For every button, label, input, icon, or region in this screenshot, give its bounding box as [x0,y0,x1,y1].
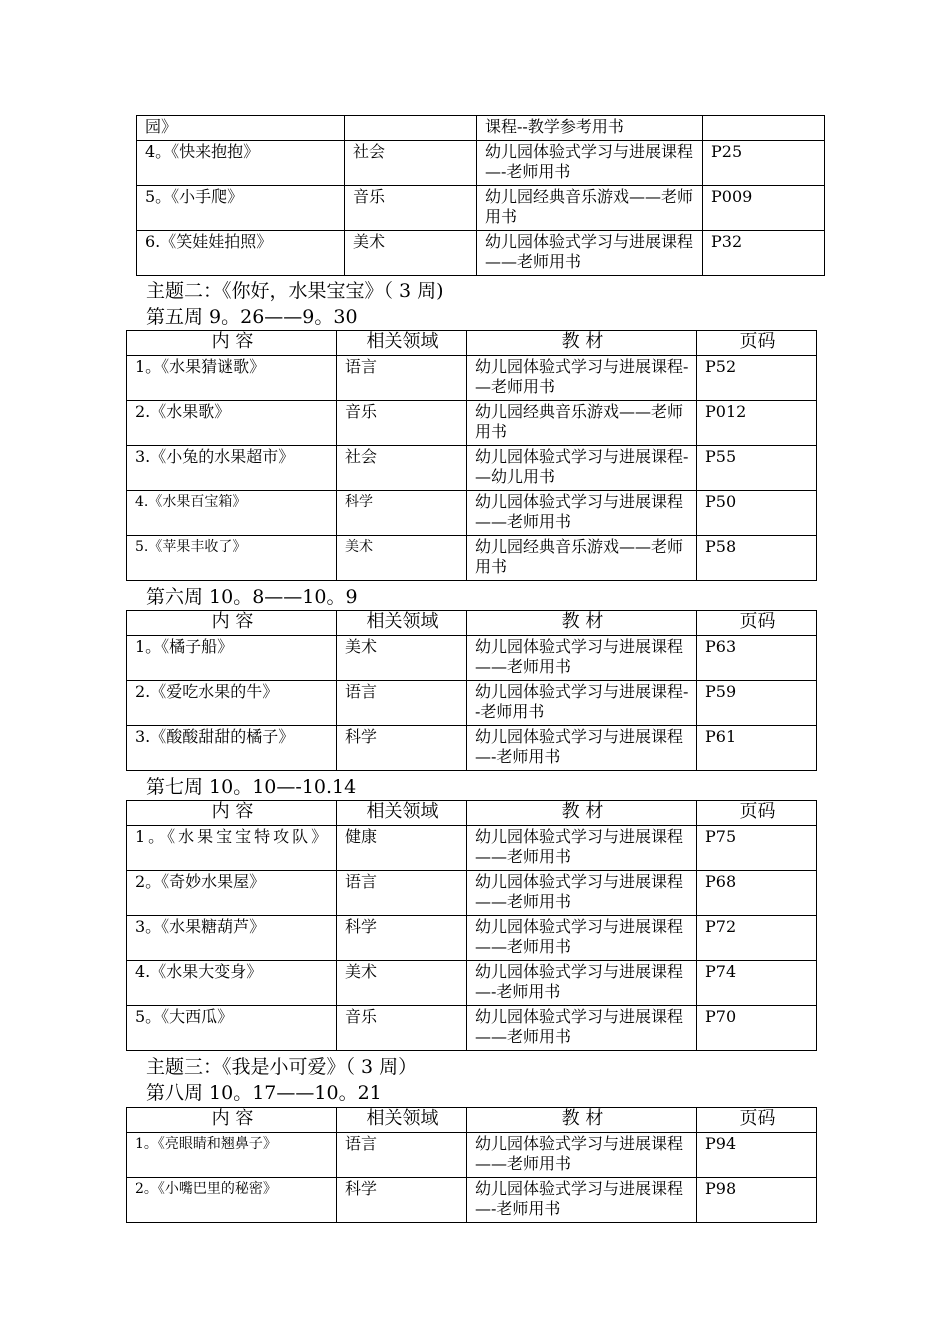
content-cell: 园》 [137,116,345,141]
page-cell: P63 [697,636,817,681]
domain-cell: 音乐 [337,1006,467,1051]
table-row [127,356,817,401]
header-page: 页码 [697,611,817,636]
content-cell: 1。《亮眼睛和翘鼻子》 [127,1133,337,1178]
domain-cell: 语言 [337,1133,467,1178]
page-cell: P74 [697,961,817,1006]
page-cell: P94 [697,1133,817,1178]
theme-three-heading: 主题三：《我是小可爱》（ 3 周） [146,1056,418,1078]
domain-cell: 科学 [337,491,467,536]
content-cell: 1。《水果宝宝特攻队》 [127,826,337,871]
header-content: 内 容 [127,1108,337,1133]
material-cell: 幼儿园体验式学习与进展课程——老师用书 [467,826,697,871]
table-row [127,491,817,536]
table-row [127,726,817,771]
week-seven-table [126,800,817,1051]
material-cell: 课程--教学参考用书 [477,116,703,141]
domain-cell: 美术 [337,636,467,681]
header-domain: 相关领域 [337,331,467,356]
content-cell: 5。《大西瓜》 [127,1006,337,1051]
header-domain: 相关领域 [337,801,467,826]
domain-cell: 科学 [337,916,467,961]
content-cell: 2.《爱吃水果的牛》 [127,681,337,726]
material-cell: 幼儿园体验式学习与进展课程——老师用书 [467,1006,697,1051]
content-cell: 6.《笑娃娃拍照》 [137,231,345,276]
domain-cell: 科学 [337,1178,467,1223]
week-five-table [126,330,817,581]
header-content: 内 容 [127,801,337,826]
header-material: 教 材 [467,1108,697,1133]
table-row [127,446,817,491]
page-cell: P009 [703,186,825,231]
content-cell: 4.《水果百宝箱》 [127,491,337,536]
material-cell: 幼儿园经典音乐游戏——老师用书 [467,401,697,446]
header-page: 页码 [697,1108,817,1133]
content-cell: 2.《水果歌》 [127,401,337,446]
table-header [127,331,817,356]
page-cell [703,116,825,141]
material-cell: 幼儿园体验式学习与进展课程——老师用书 [467,636,697,681]
table-row [127,1006,817,1051]
content-cell: 3.《酸酸甜甜的橘子》 [127,726,337,771]
content-cell: 2。《小嘴巴里的秘密》 [127,1178,337,1223]
page-cell: P52 [697,356,817,401]
table-header [127,1108,817,1133]
material-cell: 幼儿园体验式学习与进展课程——老师用书 [467,871,697,916]
page-cell: P72 [697,916,817,961]
table-row [127,871,817,916]
header-page: 页码 [697,801,817,826]
material-cell: 幼儿园经典音乐游戏——老师用书 [477,186,703,231]
material-cell: 幼儿园体验式学习与进展课程--老师用书 [467,681,697,726]
domain-cell: 音乐 [345,186,477,231]
page-cell: P75 [697,826,817,871]
table-row [137,116,825,141]
domain-cell: 语言 [337,871,467,916]
page-cell: P25 [703,141,825,186]
material-cell: 幼儿园体验式学习与进展课程——老师用书 [467,1133,697,1178]
table-row [127,826,817,871]
header-content: 内 容 [127,611,337,636]
week-eight-title: 第八周 10。17——10。21 [146,1082,382,1104]
theme-two-heading: 主题二：《你好，水果宝宝》（ 3 周) [146,280,444,302]
material-cell: 幼儿园体验式学习与进展课程——老师用书 [467,916,697,961]
table-row [127,636,817,681]
material-cell: 幼儿园体验式学习与进展课程—-老师用书 [467,1178,697,1223]
material-cell: 幼儿园体验式学习与进展课程-—幼儿用书 [467,446,697,491]
material-cell: 幼儿园体验式学习与进展课程—-老师用书 [467,726,697,771]
domain-cell: 科学 [337,726,467,771]
header-page: 页码 [697,331,817,356]
header-material: 教 材 [467,801,697,826]
table-row [127,961,817,1006]
domain-cell: 美术 [345,231,477,276]
page-cell: P68 [697,871,817,916]
domain-cell: 美术 [337,536,467,581]
page-cell: P58 [697,536,817,581]
content-cell: 5。《小手爬》 [137,186,345,231]
domain-cell: 社会 [345,141,477,186]
page-cell: P59 [697,681,817,726]
domain-cell: 健康 [337,826,467,871]
material-cell: 幼儿园体验式学习与进展课程-—老师用书 [467,356,697,401]
table-row [127,401,817,446]
table-row [127,1178,817,1223]
page-cell: P98 [697,1178,817,1223]
domain-cell: 美术 [337,961,467,1006]
material-cell: 幼儿园体验式学习与进展课程——老师用书 [477,231,703,276]
header-domain: 相关领域 [337,1108,467,1133]
page-cell: P32 [703,231,825,276]
table-row [137,186,825,231]
week-six-title: 第六周 10。8——10。9 [146,586,358,608]
week-six-table [126,610,817,771]
material-cell: 幼儿园体验式学习与进展课程—-老师用书 [477,141,703,186]
header-material: 教 材 [467,331,697,356]
table-header [127,801,817,826]
content-cell: 3。《水果糖葫芦》 [127,916,337,961]
header-content: 内 容 [127,331,337,356]
page-cell: P012 [697,401,817,446]
table-row [127,916,817,961]
table-row [137,231,825,276]
domain-cell: 语言 [337,356,467,401]
week-five-title: 第五周 9。26——9。30 [146,306,358,328]
top-table [136,115,825,276]
table-row [127,681,817,726]
domain-cell [345,116,477,141]
header-material: 教 材 [467,611,697,636]
content-cell: 2。《奇妙水果屋》 [127,871,337,916]
header-domain: 相关领域 [337,611,467,636]
material-cell: 幼儿园经典音乐游戏——老师用书 [467,536,697,581]
content-cell: 4.《水果大变身》 [127,961,337,1006]
content-cell: 4。《快来抱抱》 [137,141,345,186]
page-cell: P55 [697,446,817,491]
content-cell: 5.《苹果丰收了》 [127,536,337,581]
page-cell: P70 [697,1006,817,1051]
table-row [127,1133,817,1178]
content-cell: 1。《橘子船》 [127,636,337,681]
page-cell: P61 [697,726,817,771]
page-cell: P50 [697,491,817,536]
content-cell: 1。《水果猜谜歌》 [127,356,337,401]
table-header [127,611,817,636]
material-cell: 幼儿园体验式学习与进展课程——老师用书 [467,491,697,536]
domain-cell: 音乐 [337,401,467,446]
domain-cell: 社会 [337,446,467,491]
table-row [137,141,825,186]
content-cell: 3.《小兔的水果超市》 [127,446,337,491]
material-cell: 幼儿园体验式学习与进展课程—-老师用书 [467,961,697,1006]
domain-cell: 语言 [337,681,467,726]
table-row [127,536,817,581]
week-eight-table [126,1107,817,1223]
week-seven-title: 第七周 10。10—-10.14 [146,776,357,798]
